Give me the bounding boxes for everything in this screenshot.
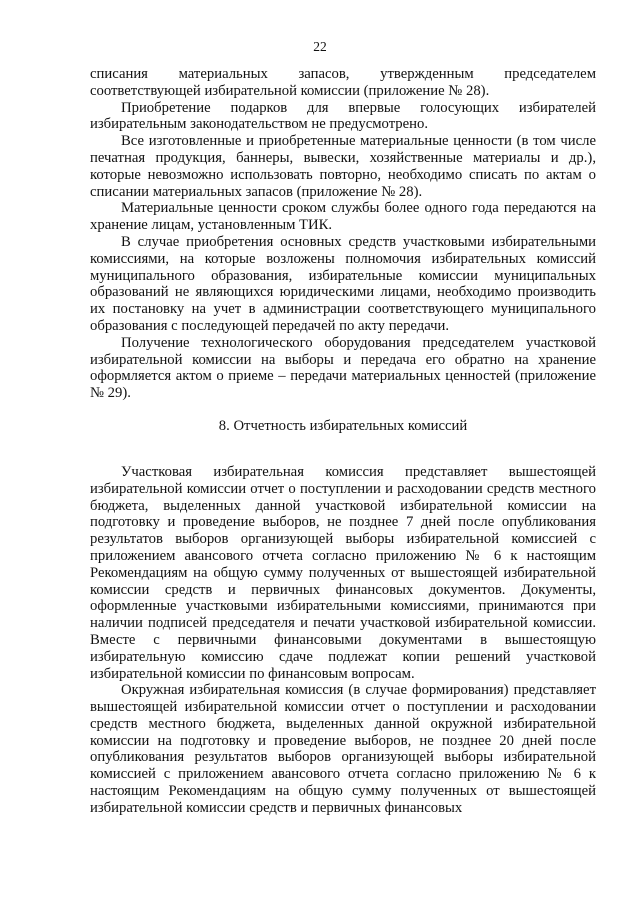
page-number: 22 — [313, 39, 327, 54]
paragraph-district-commission-report: Окружная избирательная комиссия (в случае формирования) представляет вышестоящей избирательной комиссии отчет о поступлении и расходовании средств местного бюджета, выделенных данной окружной избирательной комиссии на подготовку и проведение выборов, не позднее 20 дней после опубликования результатов выборов организующей выборы избирательной комиссией с приложением авансового отчета согласно приложению № 6 к настоящим Рекомендациям на общую сумму полученных от вышестоящей избирательной комиссии средств и первичных финансовых — [90, 682, 596, 816]
paragraph-equipment: Получение технологического оборудования председателем участковой избирательной комиссии на выборы и передача его обратно на хранение оформляется актом о приеме – передачи материальных ценностей (приложение № 29). — [90, 334, 596, 402]
section-heading: 8. Отчетность избирательных комиссий — [218, 417, 468, 434]
paragraph-write-off-continuation: списания материальных запасов, утвержденным председателем соответствующей избирательной комиссии (приложение № 28). — [90, 66, 596, 99]
paragraph-write-off-materials: Все изготовленные и приобретенные материальные ценности (в том числе печатная продукция, баннеры, вывески, хозяйственные материалы и др.), которые невозможно использовать повторно, необходимо списать по актам о списании материальных запасов (приложение № 28). — [90, 133, 596, 200]
paragraph-fixed-assets: В случае приобретения основных средств участковыми избирательными комиссиями, на которые возложены полномочия избирательных комиссий муниципального образования, избирательные комиссии муниципальных образований не являющихся юридическими лицами, необходимо производить их постановку на учет в администрации соответствующего муниципального образования с последующей передачей по акту передачи. — [90, 233, 596, 334]
paragraph-gifts: Приобретение подарков для впервые голосующих избирателей избирательным законодательством не предусмотрено. — [90, 99, 596, 133]
paragraph-storage: Материальные ценности сроком службы более одного года передаются на хранение лицам, установленным ТИК. — [90, 200, 596, 234]
spacer — [90, 450, 596, 464]
body-text — [90, 66, 596, 817]
paragraph-precinct-commission-report: Участковая избирательная комиссия представляет вышестоящей избирательной комиссии отчет о поступлении и расходовании средств местного бюджета, выделенных данной участковой избирательной комиссии на подготовку и проведение выборов, не позднее 7 дней после опубликования результатов выборов организующей выборы избирательной комиссией с приложением авансового отчета согласно приложению № 6 к настоящим Рекомендациям на общую сумму полученных от вышестоящей избирательной комиссии средств и первичных финансовых документов. Документы, оформленные участковыми избирательными комиссиями, принимаются при наличии подписей председателя и печати участковой избирательной комиссии. Вместе с первичными финансовыми документами в вышестоящую избирательную комиссию сдаче подлежат копии решений участковой избирательной комиссии по финансовым вопросам. — [90, 463, 596, 682]
